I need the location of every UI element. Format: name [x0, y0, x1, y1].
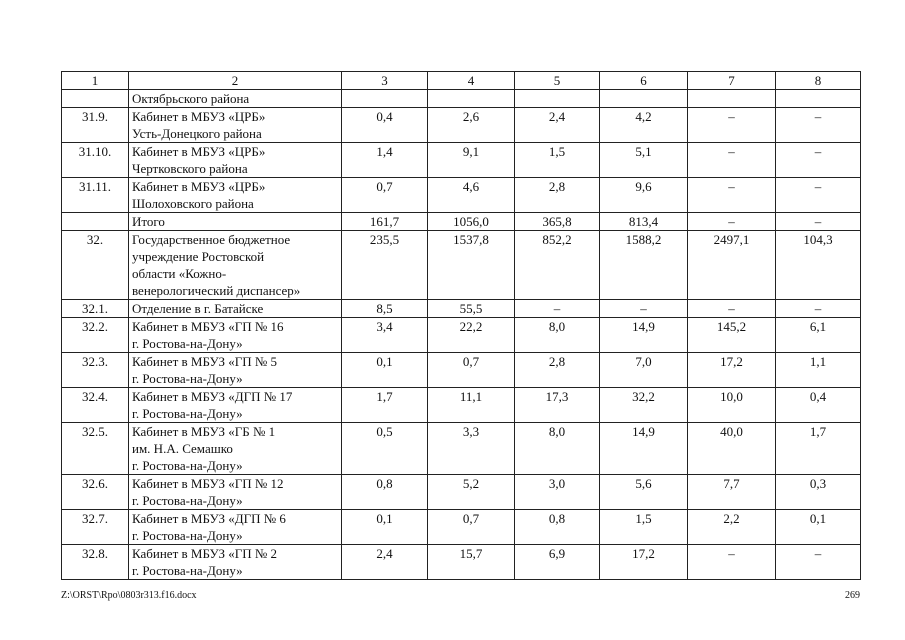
row-number: 32.5.: [62, 423, 129, 475]
cell-col-5: 6,9: [515, 545, 600, 580]
cell-col-3: 235,5: [342, 231, 428, 300]
row-name: Кабинет в МБУЗ «ГП № 16 г. Ростова-на-Дону»: [129, 318, 342, 353]
cell-col-3: 8,5: [342, 300, 428, 318]
cell-col-3: 2,4: [342, 545, 428, 580]
cell-col-7: –: [688, 300, 776, 318]
cell-col-5: 0,8: [515, 510, 600, 545]
cell-col-8: 6,1: [776, 318, 861, 353]
row-number: 31.9.: [62, 108, 129, 143]
table-row: [62, 178, 861, 213]
cell-col-8: 1,7: [776, 423, 861, 475]
row-name: Кабинет в МБУЗ «ГП № 2 г. Ростова-на-Дону»: [129, 545, 342, 580]
cell-col-6: 9,6: [600, 178, 688, 213]
column-header-5: 5: [515, 72, 600, 90]
cell-col-5: 852,2: [515, 231, 600, 300]
row-name: Кабинет в МБУЗ «ДГП № 6 г. Ростова-на-Дону»: [129, 510, 342, 545]
cell-col-4: 15,7: [428, 545, 515, 580]
row-name: Кабинет в МБУЗ «ГП № 12 г. Ростова-на-Дону»: [129, 475, 342, 510]
row-number: 32.2.: [62, 318, 129, 353]
table-row: [62, 300, 861, 318]
cell-col-7: 2497,1: [688, 231, 776, 300]
row-name: Кабинет в МБУЗ «ДГП № 17 г. Ростова-на-Дону»: [129, 388, 342, 423]
cell-col-4: 0,7: [428, 510, 515, 545]
cell-col-7: 17,2: [688, 353, 776, 388]
cell-col-6: 17,2: [600, 545, 688, 580]
cell-col-8: 1,1: [776, 353, 861, 388]
table-row: [62, 231, 861, 300]
cell-col-3: 161,7: [342, 213, 428, 231]
cell-col-7: 7,7: [688, 475, 776, 510]
cell-col-7: 10,0: [688, 388, 776, 423]
row-name: Государственное бюджетное учреждение Ростовской области «Кожно- венерологический диспансер»: [129, 231, 342, 300]
cell-col-5: 365,8: [515, 213, 600, 231]
table-row: [62, 143, 861, 178]
row-number: 32.: [62, 231, 129, 300]
cell-col-7: 40,0: [688, 423, 776, 475]
cell-col-8: 0,3: [776, 475, 861, 510]
cell-col-6: 4,2: [600, 108, 688, 143]
cell-col-5: [515, 90, 600, 108]
cell-col-7: 2,2: [688, 510, 776, 545]
cell-col-6: 32,2: [600, 388, 688, 423]
cell-col-7: –: [688, 213, 776, 231]
row-number: [62, 90, 129, 108]
row-name: Кабинет в МБУЗ «ЦРБ» Чертковского района: [129, 143, 342, 178]
row-name: Кабинет в МБУЗ «ГБ № 1 им. Н.А. Семашко г. Ростова-на-Дону»: [129, 423, 342, 475]
table-row: [62, 318, 861, 353]
cell-col-3: 1,7: [342, 388, 428, 423]
cell-col-8: 0,4: [776, 388, 861, 423]
row-name: Итого: [129, 213, 342, 231]
table-row: [62, 108, 861, 143]
column-header-2: 2: [129, 72, 342, 90]
row-name: Октябрьского района: [129, 90, 342, 108]
cell-col-8: 0,1: [776, 510, 861, 545]
cell-col-8: –: [776, 300, 861, 318]
row-number: 32.1.: [62, 300, 129, 318]
cell-col-8: [776, 90, 861, 108]
cell-col-5: 17,3: [515, 388, 600, 423]
table-row: [62, 545, 861, 580]
table-row: [62, 388, 861, 423]
cell-col-3: 0,1: [342, 353, 428, 388]
column-header-6: 6: [600, 72, 688, 90]
cell-col-7: –: [688, 178, 776, 213]
cell-col-6: 5,1: [600, 143, 688, 178]
file-path: Z:\ORST\Rpo\0803r313.f16.docx: [61, 590, 197, 601]
table-body: [62, 90, 861, 580]
column-header-4: 4: [428, 72, 515, 90]
cell-col-8: –: [776, 108, 861, 143]
cell-col-7: 145,2: [688, 318, 776, 353]
cell-col-6: 5,6: [600, 475, 688, 510]
cell-col-7: [688, 90, 776, 108]
cell-col-6: 813,4: [600, 213, 688, 231]
table-row: [62, 510, 861, 545]
row-number: 32.6.: [62, 475, 129, 510]
cell-col-6: –: [600, 300, 688, 318]
cell-col-4: 4,6: [428, 178, 515, 213]
cell-col-8: –: [776, 178, 861, 213]
cell-col-4: 11,1: [428, 388, 515, 423]
cell-col-6: 7,0: [600, 353, 688, 388]
header-row: [62, 72, 861, 90]
cell-col-6: [600, 90, 688, 108]
cell-col-5: 2,4: [515, 108, 600, 143]
cell-col-3: 0,1: [342, 510, 428, 545]
cell-col-7: –: [688, 108, 776, 143]
cell-col-4: 9,1: [428, 143, 515, 178]
cell-col-3: 1,4: [342, 143, 428, 178]
data-table: [61, 71, 861, 580]
cell-col-8: –: [776, 545, 861, 580]
cell-col-4: 1056,0: [428, 213, 515, 231]
cell-col-3: 0,4: [342, 108, 428, 143]
table-row: [62, 423, 861, 475]
column-header-1: 1: [62, 72, 129, 90]
cell-col-4: 3,3: [428, 423, 515, 475]
row-number: 32.4.: [62, 388, 129, 423]
row-number: 31.11.: [62, 178, 129, 213]
row-number: 32.3.: [62, 353, 129, 388]
cell-col-8: 104,3: [776, 231, 861, 300]
cell-col-4: 55,5: [428, 300, 515, 318]
cell-col-8: –: [776, 143, 861, 178]
cell-col-6: 14,9: [600, 423, 688, 475]
cell-col-3: 0,5: [342, 423, 428, 475]
cell-col-4: [428, 90, 515, 108]
table-row: [62, 475, 861, 510]
cell-col-5: 2,8: [515, 353, 600, 388]
row-name: Кабинет в МБУЗ «ЦРБ» Усть-Донецкого района: [129, 108, 342, 143]
cell-col-7: –: [688, 143, 776, 178]
row-number: 31.10.: [62, 143, 129, 178]
cell-col-5: 2,8: [515, 178, 600, 213]
table-row: [62, 90, 861, 108]
table-row: [62, 213, 861, 231]
column-header-8: 8: [776, 72, 861, 90]
cell-col-3: [342, 90, 428, 108]
cell-col-6: 1,5: [600, 510, 688, 545]
column-header-7: 7: [688, 72, 776, 90]
cell-col-8: –: [776, 213, 861, 231]
cell-col-5: 8,0: [515, 423, 600, 475]
row-number: 32.8.: [62, 545, 129, 580]
cell-col-5: 3,0: [515, 475, 600, 510]
row-name: Кабинет в МБУЗ «ГП № 5 г. Ростова-на-Дону»: [129, 353, 342, 388]
cell-col-5: –: [515, 300, 600, 318]
cell-col-4: 5,2: [428, 475, 515, 510]
row-name: Отделение в г. Батайске: [129, 300, 342, 318]
cell-col-5: 8,0: [515, 318, 600, 353]
cell-col-7: –: [688, 545, 776, 580]
cell-col-5: 1,5: [515, 143, 600, 178]
cell-col-3: 3,4: [342, 318, 428, 353]
cell-col-6: 1588,2: [600, 231, 688, 300]
page-number: 269: [845, 590, 860, 601]
cell-col-4: 22,2: [428, 318, 515, 353]
cell-col-4: 1537,8: [428, 231, 515, 300]
table-row: [62, 353, 861, 388]
row-name: Кабинет в МБУЗ «ЦРБ» Шолоховского района: [129, 178, 342, 213]
cell-col-6: 14,9: [600, 318, 688, 353]
cell-col-3: 0,8: [342, 475, 428, 510]
column-header-3: 3: [342, 72, 428, 90]
cell-col-4: 2,6: [428, 108, 515, 143]
row-number: [62, 213, 129, 231]
cell-col-4: 0,7: [428, 353, 515, 388]
cell-col-3: 0,7: [342, 178, 428, 213]
row-number: 32.7.: [62, 510, 129, 545]
